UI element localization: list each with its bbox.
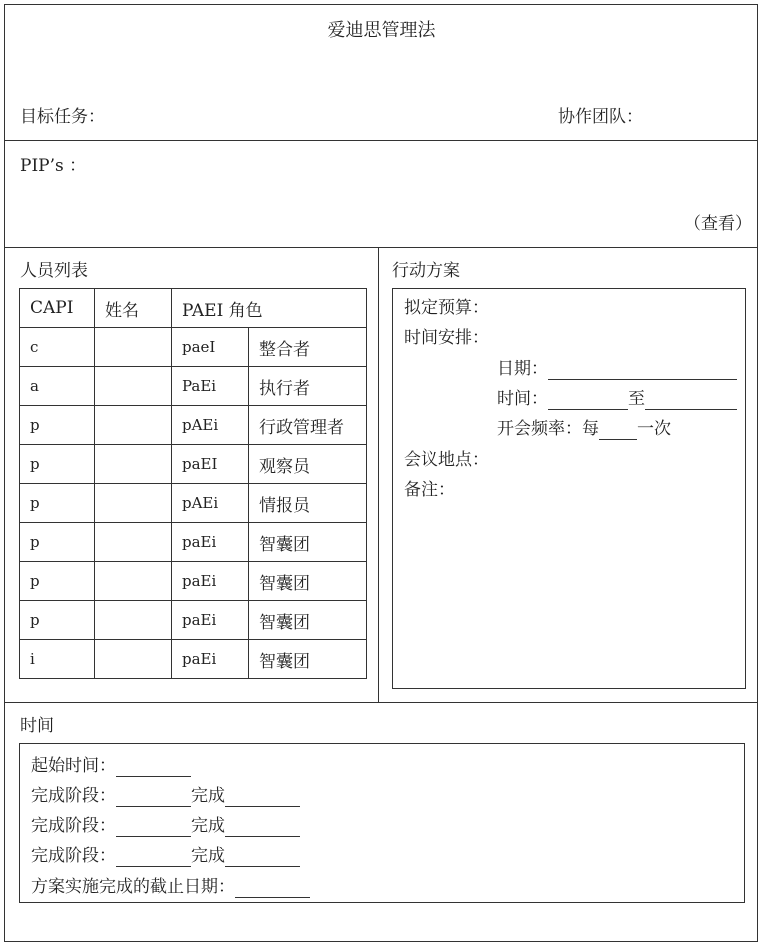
personnel-section-label: 人员列表	[20, 261, 88, 281]
divider-middle	[378, 247, 379, 703]
freq-row	[497, 418, 671, 440]
cell-name[interactable]	[95, 601, 172, 640]
date-field[interactable]	[548, 361, 737, 380]
cell-role: 行政管理者	[249, 406, 367, 445]
cell-role: 智囊团	[249, 562, 367, 601]
table-row	[20, 328, 367, 367]
header-capi: CAPI	[20, 289, 95, 328]
table-row	[20, 445, 367, 484]
stage-field[interactable]	[116, 818, 191, 837]
stage-label: 完成阶段：	[31, 816, 116, 836]
date-row	[497, 358, 737, 380]
cell-code: pAEi	[172, 484, 249, 523]
done-label: 完成	[191, 816, 225, 836]
table-row	[20, 640, 367, 679]
cell-code: pAEi	[172, 406, 249, 445]
header-name: 姓名	[95, 289, 172, 328]
notes-label: 备注：	[404, 480, 455, 500]
cell-role: 智囊团	[249, 640, 367, 679]
done-label: 完成	[191, 786, 225, 806]
view-link[interactable]: （查看）	[684, 214, 752, 234]
stage-row	[31, 845, 300, 867]
header-role: PAEI 角色	[172, 289, 367, 328]
start-label: 起始时间：	[31, 756, 116, 776]
done-label: 完成	[191, 846, 225, 866]
date-label: 日期：	[497, 359, 548, 379]
freq-field[interactable]	[599, 421, 637, 440]
cell-capi: p	[20, 445, 95, 484]
cell-code: paEi	[172, 640, 249, 679]
cell-name[interactable]	[95, 484, 172, 523]
cell-code: paEI	[172, 445, 249, 484]
time-start-field[interactable]	[548, 391, 628, 410]
table-row	[20, 601, 367, 640]
cell-capi: p	[20, 601, 95, 640]
deadline-row	[31, 876, 310, 898]
time-label: 时间：	[497, 389, 548, 409]
time-row	[497, 388, 737, 410]
cell-code: paEi	[172, 601, 249, 640]
stage-field[interactable]	[116, 788, 191, 807]
done-field[interactable]	[225, 788, 300, 807]
cell-capi: i	[20, 640, 95, 679]
schedule-label: 时间安排：	[404, 328, 489, 348]
cell-capi: p	[20, 523, 95, 562]
table-header-row	[20, 289, 367, 328]
action-plan-section-label: 行动方案	[392, 261, 460, 281]
table-row	[20, 367, 367, 406]
location-label: 会议地点：	[404, 450, 489, 470]
cell-role: 智囊团	[249, 601, 367, 640]
time-end-field[interactable]	[645, 391, 737, 410]
cell-name[interactable]	[95, 523, 172, 562]
divider-pips	[4, 247, 758, 248]
table-row	[20, 523, 367, 562]
cell-name[interactable]	[95, 328, 172, 367]
pips-label: PIP’s ：	[20, 156, 87, 176]
stage-row	[31, 785, 300, 807]
cell-capi: p	[20, 406, 95, 445]
table-row	[20, 484, 367, 523]
start-field[interactable]	[116, 758, 191, 777]
deadline-label: 方案实施完成的截止日期：	[31, 877, 235, 897]
cell-capi: a	[20, 367, 95, 406]
deadline-field[interactable]	[235, 879, 310, 898]
cell-name[interactable]	[95, 367, 172, 406]
table-row	[20, 562, 367, 601]
cell-name[interactable]	[95, 640, 172, 679]
table-row	[20, 406, 367, 445]
stage-label: 完成阶段：	[31, 786, 116, 806]
personnel-table	[19, 288, 367, 679]
cell-role: 智囊团	[249, 523, 367, 562]
cell-name[interactable]	[95, 562, 172, 601]
divider-time	[4, 702, 758, 703]
done-field[interactable]	[225, 848, 300, 867]
goal-label: 目标任务：	[20, 107, 105, 127]
done-field[interactable]	[225, 818, 300, 837]
team-label: 协作团队：	[558, 107, 643, 127]
budget-label: 拟定预算：	[404, 298, 489, 318]
cell-name[interactable]	[95, 445, 172, 484]
cell-code: paEi	[172, 523, 249, 562]
cell-role: 情报员	[249, 484, 367, 523]
cell-role: 执行者	[249, 367, 367, 406]
cell-code: PaEi	[172, 367, 249, 406]
cell-code: paeI	[172, 328, 249, 367]
cell-capi: c	[20, 328, 95, 367]
cell-role: 整合者	[249, 328, 367, 367]
stage-field[interactable]	[116, 848, 191, 867]
divider-header	[4, 140, 758, 141]
freq-suffix: 一次	[637, 419, 671, 439]
cell-name[interactable]	[95, 406, 172, 445]
timeline-section-label: 时间	[20, 716, 54, 736]
cell-code: paEi	[172, 562, 249, 601]
cell-role: 观察员	[249, 445, 367, 484]
cell-capi: p	[20, 562, 95, 601]
page-title: 爱迪思管理法	[327, 20, 436, 41]
start-row	[31, 755, 191, 777]
stage-label: 完成阶段：	[31, 846, 116, 866]
cell-capi: p	[20, 484, 95, 523]
freq-label: 开会频率：每	[497, 419, 599, 439]
stage-row	[31, 815, 300, 837]
to-label: 至	[628, 389, 645, 409]
